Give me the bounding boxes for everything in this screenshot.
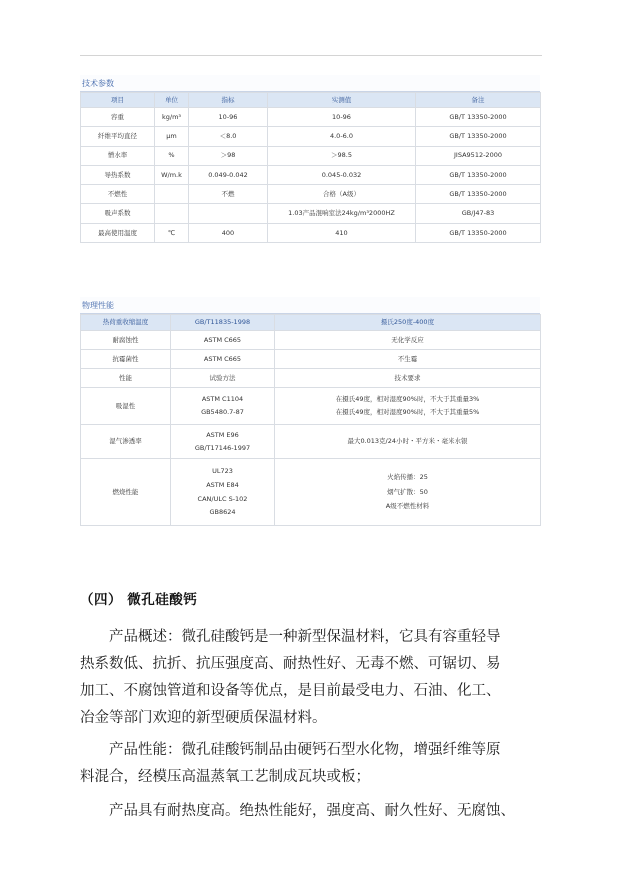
- table-cell: ＜8.0: [189, 127, 268, 146]
- physical-properties-table: [80, 314, 541, 526]
- paragraph-performance: [80, 737, 542, 791]
- table-cell: 吸声系数: [81, 204, 155, 223]
- table-row: [81, 459, 541, 526]
- table-cell: 不燃: [189, 185, 268, 204]
- table-row: [81, 146, 541, 165]
- table-cell: GB/T 13350-2000: [416, 223, 541, 242]
- table-cell: [171, 388, 275, 425]
- cell-line: 火焰传播：25: [387, 472, 428, 481]
- table-row: [81, 127, 541, 146]
- table-cell: 憎水率: [81, 146, 155, 165]
- table-cell: 无化学反应: [275, 331, 541, 350]
- table-cell: 合格（A级）: [268, 185, 416, 204]
- page-header-rule: [80, 55, 542, 56]
- table-cell: 耐腐蚀性: [81, 331, 171, 350]
- table-cell: μm: [155, 127, 189, 146]
- cell-line: ASTM C1104: [201, 395, 244, 404]
- table-row: [81, 223, 541, 242]
- text-line: 产品具有耐热度高。绝热性能好，强度高、耐久性好、无腐蚀、: [109, 803, 515, 819]
- tech-params-table: [80, 92, 541, 243]
- cell-line: ASTM E96: [206, 430, 239, 439]
- physical-properties-panel: [80, 297, 540, 533]
- table-cell: 最高使用温度: [81, 223, 155, 242]
- cell-line: 在摄氏49度，相对湿度90%时，不大于其重量3%: [335, 395, 480, 404]
- cell-line: 烟气扩散：50: [387, 487, 428, 496]
- column-header: 项目: [81, 93, 155, 108]
- table-cell: 410: [268, 223, 416, 242]
- table-cell: ＞98.5: [268, 146, 416, 165]
- table-cell: [155, 204, 189, 223]
- text-line: 加工、不腐蚀管道和设备等优点，是目前最受电力、石油、化工、: [80, 683, 501, 699]
- tech-params-panel: [80, 75, 540, 247]
- cell-line: 在摄氏49度，相对湿度90%时，不大于其重量5%: [335, 408, 480, 416]
- physical-properties-title: 物理性能: [80, 297, 540, 314]
- table-cell: 10-96: [189, 108, 268, 127]
- cell-line: A级不燃性材料: [385, 502, 430, 511]
- cell-line: CAN/ULC S-102: [197, 494, 248, 503]
- table-cell: ASTM C665: [171, 331, 275, 350]
- table-cell: [155, 185, 189, 204]
- text-line: 料混合，经模压高温蒸氧工艺制成瓦块或板；: [80, 769, 370, 785]
- table-cell: GB/J47-83: [416, 204, 541, 223]
- column-header: 备注: [416, 93, 541, 108]
- table-cell: 400: [189, 223, 268, 242]
- table-cell: 导热系数: [81, 165, 155, 184]
- column-header: 实测值: [268, 93, 416, 108]
- table-cell: 不燃性: [81, 185, 155, 204]
- table-cell: GB/T 13350-2000: [416, 108, 541, 127]
- table-row: [81, 331, 541, 350]
- table-cell: 0.049-0.042: [189, 165, 268, 184]
- table-header-row: [81, 93, 541, 108]
- table-cell: 纤维平均直径: [81, 127, 155, 146]
- table-cell: 试验方法: [171, 369, 275, 388]
- table-cell: [275, 459, 541, 526]
- table-cell: [189, 204, 268, 223]
- cell-line: UL723: [212, 466, 233, 475]
- table-cell: GB/T 13350-2000: [416, 127, 541, 146]
- table-cell: [171, 459, 275, 526]
- table-cell: GB/T 13350-2000: [416, 185, 541, 204]
- cell-line: GB8624: [209, 508, 236, 517]
- table-row: [81, 369, 541, 388]
- table-cell: GB/T 13350-2000: [416, 165, 541, 184]
- column-header: 单位: [155, 93, 189, 108]
- tech-params-title: 技术参数: [80, 75, 540, 92]
- table-cell: 吸湿性: [81, 388, 171, 425]
- table-cell: 10-96: [268, 108, 416, 127]
- table-cell: W/m.k: [155, 165, 189, 184]
- table-row: [81, 425, 541, 459]
- table-cell: 抗霉菌性: [81, 350, 171, 369]
- table-cell: [275, 388, 541, 425]
- paragraph-overview: [80, 624, 542, 732]
- cell-line: GB/T17146-1997: [194, 443, 251, 452]
- table-cell: 4.0-6.0: [268, 127, 416, 146]
- text-line: [80, 624, 542, 651]
- table-cell: JISA9512-2000: [416, 146, 541, 165]
- section-heading: （四） 微孔硅酸钙: [80, 592, 198, 608]
- text-line: 产品性能：微孔硅酸钙制品由硬钙石型水化物，增强纤维等原: [109, 742, 501, 758]
- column-header: 热荷重收缩温度: [81, 315, 171, 331]
- table-cell: %: [155, 146, 189, 165]
- table-cell: 不生霉: [275, 350, 541, 369]
- table-cell: ℃: [155, 223, 189, 242]
- text-line: 热系数低、抗折、抗压强度高、耐热性好、无毒不燃、可锯切、易: [80, 656, 501, 672]
- cell-line: ASTM E84: [206, 480, 239, 489]
- text-line-content: 产品概述：微孔硅酸钙是一种新型保温材料，它具有容重轻导: [109, 629, 501, 645]
- table-cell: 技术要求: [275, 369, 541, 388]
- table-row: [81, 108, 541, 127]
- table-row: [81, 185, 541, 204]
- column-header: 指标: [189, 93, 268, 108]
- table-cell: 0.045-0.032: [268, 165, 416, 184]
- table-cell: ＞98: [189, 146, 268, 165]
- table-cell: 燃烧性能: [81, 459, 171, 526]
- table-cell: 最大0.013克/24小时・平方米・毫米水银: [275, 425, 541, 459]
- text-line: 冶金等部门欢迎的新型硬质保温材料。: [80, 710, 327, 726]
- table-cell: 性能: [81, 369, 171, 388]
- table-cell: [171, 425, 275, 459]
- table-header-row: [81, 315, 541, 331]
- table-cell: ASTM C665: [171, 350, 275, 369]
- table-cell: 湿气渗透率: [81, 425, 171, 459]
- table-cell: 1.03产品混响室法24kg/m³2000HZ: [268, 204, 416, 223]
- paragraph-features: [80, 798, 542, 825]
- table-cell: kg/m³: [155, 108, 189, 127]
- cell-line: GB5480.7-87: [201, 408, 244, 416]
- table-row: [81, 165, 541, 184]
- column-header: 摄氏250度-400度: [275, 315, 541, 331]
- table-row: [81, 350, 541, 369]
- table-row: [81, 204, 541, 223]
- column-header: GB/T11835-1998: [171, 315, 275, 331]
- table-cell: 容重: [81, 108, 155, 127]
- table-row: [81, 388, 541, 425]
